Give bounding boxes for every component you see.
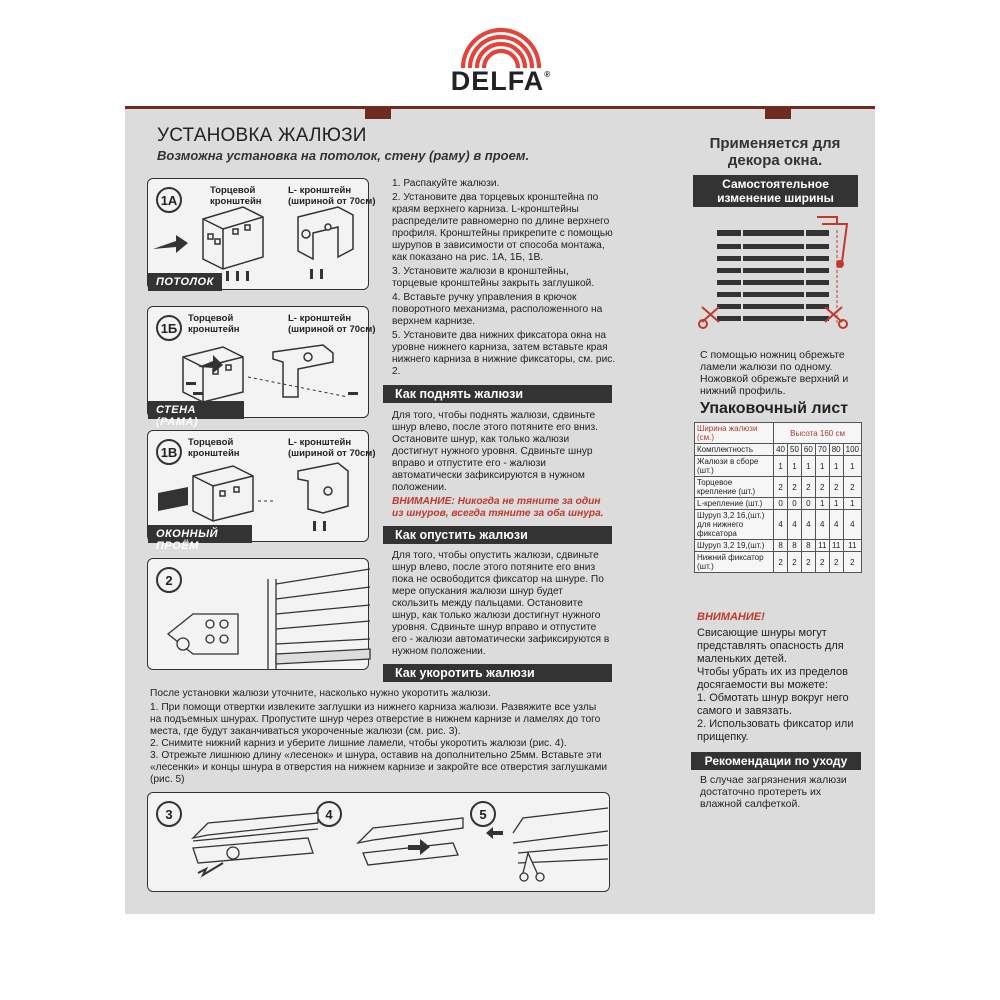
pack-list-title: Упаковочный лист	[700, 400, 849, 417]
table-row: Жалюзи в сборе (шт.) 1 1 1 1 1 1	[695, 456, 862, 477]
label-end-bracket: Торцевой кронштейн	[188, 437, 240, 459]
table-row: L-крепление (шт.) 0 0 0 1 1 1	[695, 498, 862, 510]
top-divider	[125, 106, 875, 109]
page-title: УСТАНОВКА ЖАЛЮЗИ	[157, 125, 367, 146]
figure-number: 1В	[156, 439, 182, 465]
mount-type-plate: ПОТОЛОК	[148, 273, 222, 291]
brand-name: DELFA®	[450, 66, 552, 96]
table-row: Шуруп 3,2 16,(шт.) для нижнего фиксатора 4 4 4 4 4 4	[695, 510, 862, 540]
figure-number: 2	[156, 567, 182, 593]
label-end-bracket: Торцевой кронштейн	[210, 185, 262, 207]
install-step: 2. Установите два торцевых кронштейна по краям верхнего карниза. L-кронштейны распределите равномерно по длине верхнего профиля. Кронштейны прикрепите с помощью шурупов в зависимости от способа монтажа, как показано на рис. 1А, 1Б, 1В.	[392, 192, 613, 263]
figure-2	[147, 558, 369, 670]
bottom-fixator-illustration	[148, 559, 370, 671]
install-step: 4. Вставьте ручку управления в крючок поворотного механизма, расположенного на верхнем карнизе.	[392, 292, 603, 327]
mount-type-plate: ОКОННЫЙ ПРОЁМ	[148, 525, 252, 543]
figure-number: 3	[156, 801, 182, 827]
install-step: 1. Распакуйте жалюзи.	[392, 178, 500, 189]
page-subtitle: Возможна установка на потолок, стену (раму) в проем.	[157, 148, 530, 163]
lower-text: Для того, чтобы опустить жалюзи, сдвиньте шнур влево, после этого потяните его вниз пока не освободится фиксатор на шнуре. По мере опускания жалюзи шнур будет скользить между пальцами. Остановите шнур, как только жалюзи достигнут нужного уровня. Сдвиньте шнур вправо и отпустите его - жалюзи автоматически зафиксируются в нужном положении.	[392, 550, 610, 657]
shorten-illustration	[148, 793, 611, 893]
shorten-text: После установки жалюзи уточните, насколько нужно укоротить жалюзи. 1. При помощи отвертки извлеките заглушки из нижнего карниза жалюзи. Развяжите все узлы на подъемных шнурах. Пропустите шнур через отверстие в нижнем карнизе и ламелях до того места, где будут заканчиваться укороченные жалюзи (см. рис. 3). 2. Снимите нижний карниз и уберите лишние ламели, чтобы укоротить жалюзи (рис. 4). 3. Отрежьте лишнюю длину «лесенок» и шнура, оставив на дополнительно 25мм. Вставьте эти «лесенки» и концы шнура в отверстия на нижнем карнизе и закройте все отверстия заглушками (рис. 5)	[150, 688, 608, 785]
cut-text: С помощью ножниц обрежьте ламели жалюзи по одному. Ножовкой обрежьте верхний и нижний профиль.	[700, 349, 849, 397]
care-header: Рекомендации по уходу	[691, 752, 861, 770]
figures-3-4-5	[147, 792, 610, 892]
figure-1c	[147, 430, 376, 552]
install-step: 5. Установите два нижних фиксатора окна на уровне нижнего карниза, затем вставьте края нижнего карниза в нижние фиксаторы, см. рис. 2.	[392, 330, 616, 377]
figure-number: 4	[316, 801, 342, 827]
divider-tab	[365, 106, 391, 119]
pack-table	[694, 422, 862, 573]
warning-text: Свисающие шнуры могут представлять опасность для маленьких детей. Чтобы убрать их из пределов досягаемости вы можете: 1. Обмотать шнур вокруг него самого и завязать. 2. Использовать фиксатор или прищепку.	[697, 627, 854, 743]
care-text: В случае загрязнения жалюзи достаточно протереть их влажной салфеткой.	[700, 774, 847, 810]
install-steps	[392, 178, 617, 380]
delfa-logo	[446, 14, 556, 94]
blind-cutting-illustration	[697, 212, 857, 347]
label-l-bracket: L- кронштейн (шириной от 70см)	[288, 185, 376, 207]
figure-number: 1Б	[156, 315, 182, 341]
section-header-raise: Как поднять жалюзи	[383, 385, 612, 403]
table-row: Нижний фиксатор (шт.) 2 2 2 2 2 2	[695, 552, 862, 573]
figure-number: 5	[470, 801, 496, 827]
raise-warning: ВНИМАНИЕ: Никогда не тяните за один из шнуров, всегда тяните за оба шнура.	[392, 496, 604, 519]
install-step: 3. Установите жалюзи в кронштейны, торцевые кронштейны закрыть заглушкой.	[392, 266, 595, 289]
figure-1a	[147, 178, 376, 290]
label-end-bracket: Торцевой кронштейн	[188, 313, 240, 335]
rainbow-arc-icon	[446, 14, 556, 70]
section-header-lower: Как опустить жалюзи	[383, 526, 612, 544]
usage-title: Применяется для декора окна.	[709, 135, 841, 169]
height-header: Высота 160 см	[774, 423, 862, 444]
table-row: Шуруп 3,2 19,(шт.) 8 8 8 11 11 11	[695, 540, 862, 552]
warning-title: ВНИМАНИЕ!	[697, 611, 765, 623]
table-row: Комплектность 40 50 60 70 80 100	[695, 444, 862, 456]
divider-tab	[765, 106, 791, 119]
width-change-badge: Самостоятельное изменение ширины	[693, 175, 858, 207]
mount-type-plate: СТЕНА (РАМА)	[148, 401, 244, 419]
label-l-bracket: L- кронштейн (шириной от 70см)	[288, 313, 376, 335]
figure-1b	[147, 306, 376, 428]
raise-text: Для того, чтобы поднять жалюзи, сдвиньте шнур влево, после этого потяните его вниз. Остановите шнур, как только жалюзи достигнут нужного уровня. Сдвиньте шнур вправо и отпустите его - жалюзи автоматически зафиксируются в нужном положении. ВНИМАНИЕ: Никогда не тяните за один из шнуров, всегда тяните за оба шнура.	[392, 410, 612, 522]
table-row: Торцевое крепление (шт.) 2 2 2 2 2 2	[695, 477, 862, 498]
section-header-shorten: Как укоротить жалюзи	[383, 664, 612, 682]
label-l-bracket: L- кронштейн (шириной от 70см)	[288, 437, 376, 459]
figure-number: 1А	[156, 187, 182, 213]
width-header: Ширина жалюзи (см.)	[695, 423, 774, 444]
